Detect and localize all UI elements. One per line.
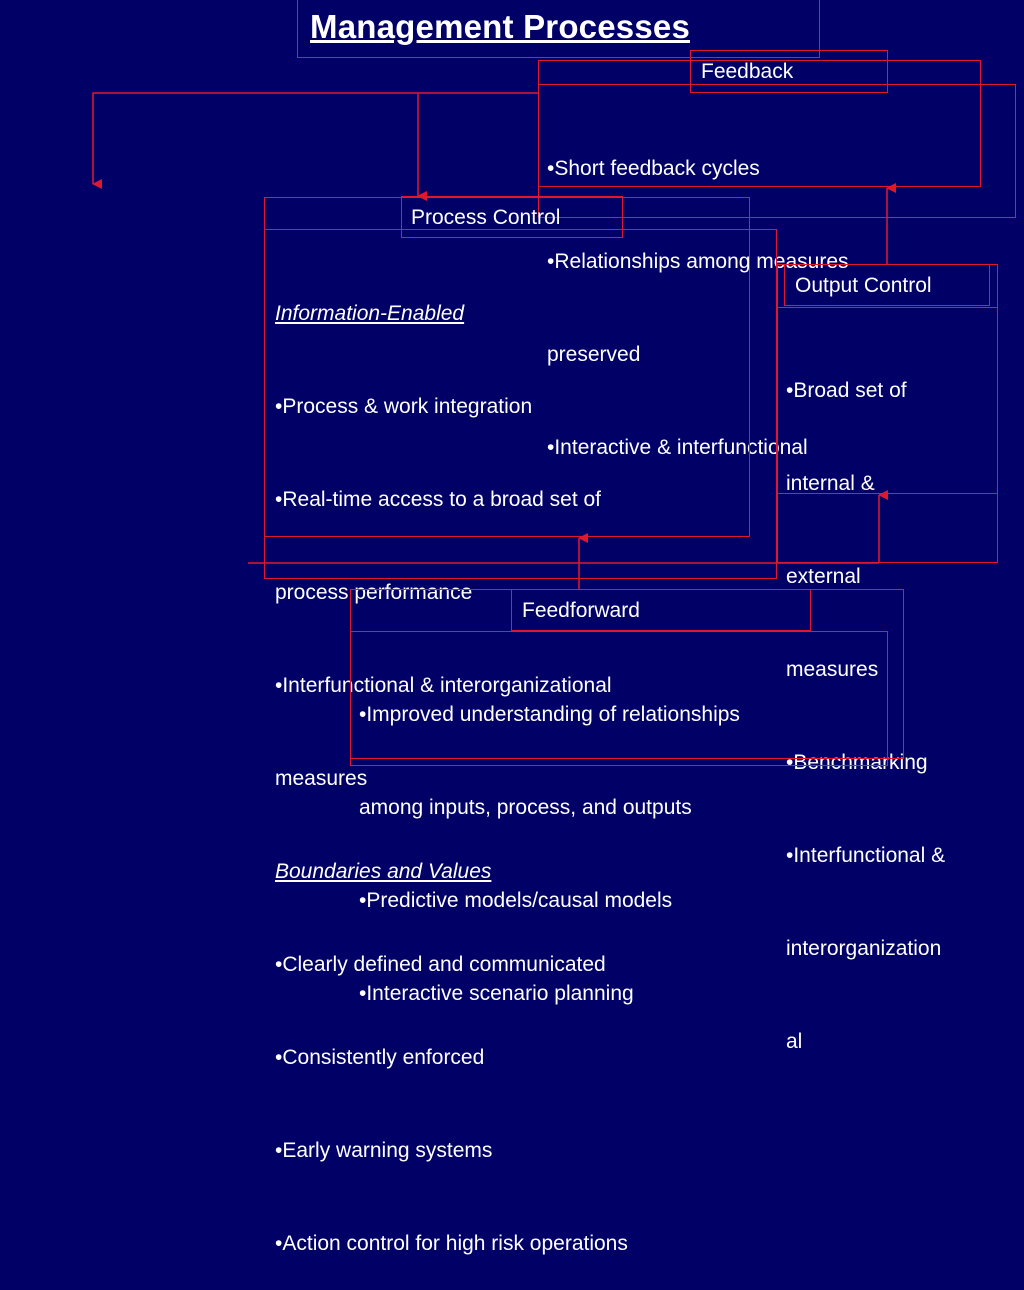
- feedback-item: •Relationships among measures: [547, 250, 849, 273]
- output-item: measures: [786, 658, 879, 681]
- process-item: process performance: [275, 581, 473, 604]
- output-item: •Interfunctional &: [786, 844, 946, 867]
- feedback-item: •Interactive & interfunctional: [547, 436, 808, 459]
- feedforward-item: among inputs, process, and outputs: [359, 796, 692, 819]
- process-item: measures: [275, 767, 368, 790]
- feedforward-item: •Interactive scenario planning: [359, 982, 634, 1005]
- boundaries-values-heading: Boundaries and Values: [275, 860, 492, 883]
- page-title: Management Processes: [310, 8, 691, 45]
- output-item: interorganization: [786, 937, 942, 960]
- process-item: •Interfunctional & interorganizational: [275, 674, 612, 697]
- process-item: •Real-time access to a broad set of: [275, 488, 602, 511]
- feedback-item: •Short feedback cycles: [547, 157, 760, 180]
- output-item: •Broad set of: [786, 379, 907, 402]
- process-item: •Consistently enforced: [275, 1046, 485, 1069]
- feedforward-list: [359, 637, 740, 1040]
- process-item: •Process & work integration: [275, 395, 533, 418]
- feedforward-label: Feedforward: [522, 599, 640, 622]
- feedback-item: preserved: [547, 343, 641, 366]
- feedforward-item: •Predictive models/causal models: [359, 889, 673, 912]
- feedback-label: Feedback: [701, 60, 794, 83]
- process-item: •Clearly defined and communicated: [275, 953, 606, 976]
- feedback-loop-line: [93, 93, 538, 184]
- output-item: al: [786, 1030, 803, 1053]
- feedforward-item: •Improved understanding of relationships: [359, 703, 740, 726]
- output-item: internal &: [786, 472, 875, 495]
- process-control-label: Process Control: [411, 206, 561, 229]
- output-item: external: [786, 565, 861, 588]
- process-item: •Action control for high risk operations: [275, 1232, 628, 1255]
- process-item: •Early warning systems: [275, 1139, 493, 1162]
- output-control-label: Output Control: [795, 274, 932, 297]
- output-item: •Benchmarking: [786, 751, 928, 774]
- information-enabled-heading: Information-Enabled: [275, 302, 465, 325]
